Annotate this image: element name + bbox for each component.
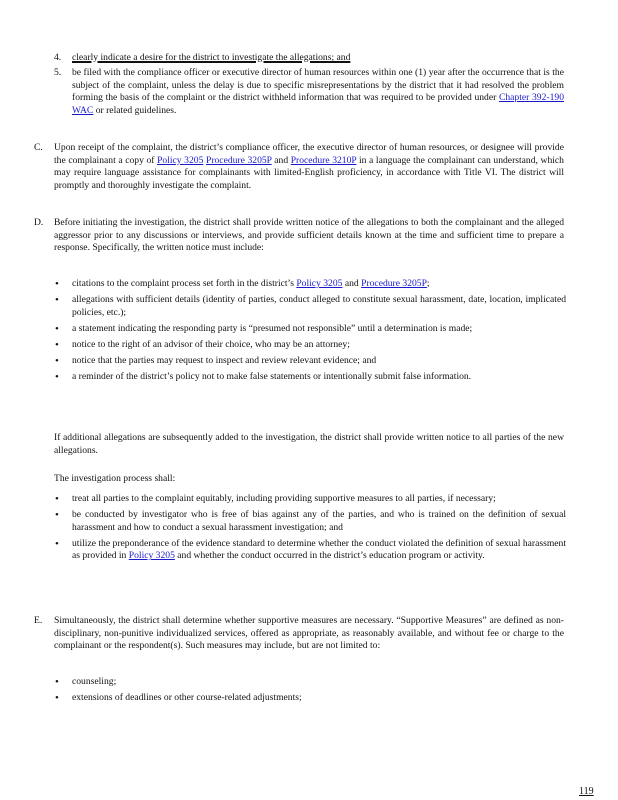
list-item: • notice to the right of an advisor of their choice, who may be an attorney;	[54, 339, 566, 352]
section-c-text: Upon receipt of the complaint, the district’s compliance officer, the executive director of human resources, or designee will provide the complainant a copy of Policy 3205 Procedure 3205P and Procedure 3210P in a language the complainant can understand, which may require language assistance for complainants with limited-English proficiency, in accordance with Title VI. The district will promptly and thoroughly investigate the complaint.	[54, 142, 564, 191]
chapter-wac-link[interactable]: Chapter 392-190 WAC	[72, 92, 564, 116]
list-item-4	[54, 52, 564, 65]
process-bullets	[54, 493, 566, 566]
list-item: • utilize the preponderance of the evidence standard to determine whether the conduct violated the definition of sexual harassment as provided in Policy 3205 and whether the conduct occurred in the district’s education program or activity.	[54, 538, 566, 563]
procedure-3205p-link[interactable]: Procedure 3205P	[361, 278, 427, 289]
list-item-5	[54, 67, 564, 117]
list-item: • treat all parties to the complaint equitably, including providing supportive measures to all parties, if necessary;	[54, 493, 566, 506]
item-text: clearly indicate a desire for the district to investigate the allegations; and	[72, 52, 351, 63]
additional-allegations-text: If additional allegations are subsequently added to the investigation, the district shall provide written notice to all parties of the new allegations.	[54, 432, 564, 456]
section-letter: C.	[34, 142, 43, 153]
item-number: 4.	[54, 52, 62, 63]
list-item: • citations to the complaint process set forth in the district’s Policy 3205 and Procedure 3205P;	[54, 278, 566, 291]
list-item: • a statement indicating the responding party is “presumed not responsible” until a determination is made;	[54, 323, 566, 336]
list-item: • notice that the parties may request to inspect and review relevant evidence; and	[54, 355, 566, 368]
process-intro: The investigation process shall:	[54, 473, 176, 484]
policy-3205-link[interactable]: Policy 3205	[296, 278, 343, 289]
section-d	[34, 217, 564, 255]
notice-bullets	[54, 278, 566, 387]
list-item: • counseling;	[54, 676, 566, 689]
section-letter: D.	[34, 217, 44, 228]
item-number: 5.	[54, 67, 62, 78]
section-letter: E.	[34, 615, 43, 626]
list-item: • be conducted by investigator who is free of bias against any of the parties, and who is trained on the definition of sexual harassment and how to conduct a sexual harassment investigation; and	[54, 509, 566, 534]
procedure-3205p-link[interactable]: Procedure 3205P	[205, 154, 272, 166]
procedure-3210p-link[interactable]: Procedure 3210P	[290, 154, 357, 166]
list-item: • extensions of deadlines or other course-related adjustments;	[54, 692, 566, 705]
page-number: 119	[579, 786, 594, 797]
supportive-measures-bullets	[54, 676, 566, 708]
section-d-text: Before initiating the investigation, the district shall provide written notice of the allegations to both the complainant and the alleged aggressor prior to any discussions or interviews, and provide sufficient details known at the time and sufficient time to prepare a response. Specifically, the written notice must include:	[54, 217, 564, 254]
section-c	[34, 142, 564, 192]
section-e-text: Simultaneously, the district shall determine whether supportive measures are necessary. “Supportive Measures” are defined as non-disciplinary, non-punitive individualized services, offered as appropriate, as reasonably available, and without fee or charge to the complainant or the respondent(s). Such measures may include, but are not limited to:	[54, 615, 564, 652]
item-text: be filed with the compliance officer or executive director of human resources within one (1) year after the occurrence that is the subject of the complaint, unless the delay is due to specific misrepresentations by the district that it had resolved the problem forming the basis of the complaint or the district withheld information that was required to be provided under Chapter 392-190 WAC or related guidelines.	[72, 67, 564, 116]
list-item: • a reminder of the district’s policy not to make false statements or intentionally submit false information.	[54, 371, 566, 384]
section-e	[34, 615, 564, 653]
policy-3205-link[interactable]: Policy 3205	[128, 550, 175, 562]
policy-3205-link[interactable]: Policy 3205	[157, 154, 204, 166]
list-item: • allegations with sufficient details (identity of parties, conduct alleged to constitute sexual harassment, date, location, implicated policies, etc.);	[54, 294, 566, 319]
